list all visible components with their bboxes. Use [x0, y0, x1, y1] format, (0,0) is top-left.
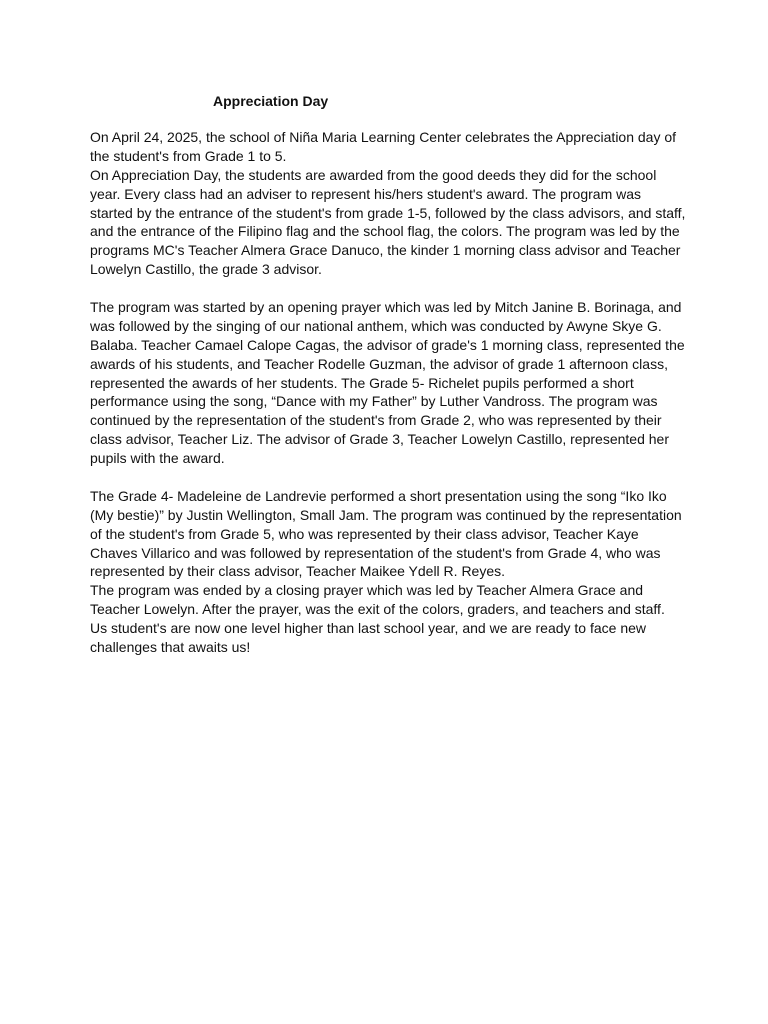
- paragraph-spacer: [90, 468, 690, 487]
- text-line: (My bestie)” by Justin Wellington, Small Jam. The program was continued by the representation: [90, 506, 682, 523]
- text-line: challenges that awaits us!: [90, 639, 251, 656]
- text-line: Chaves Villarico and was followed by representation of the student's from Grade 4, who was: [90, 544, 661, 561]
- text-line: year. Every class had an adviser to represent his/hers student's award. The program was: [90, 185, 642, 202]
- paragraph-spacer: [90, 279, 690, 298]
- text-line: On Appreciation Day, the students are awarded from the good deeds they did for the school: [90, 166, 657, 183]
- text-line: The program was ended by a closing prayer which was led by Teacher Almera Grace and: [90, 582, 644, 599]
- text-line: Teacher Lowelyn. After the prayer, was the exit of the colors, graders, and teachers and staff.: [90, 601, 665, 618]
- text-line: started by the entrance of the student's from grade 1-5, followed by the class advisors, and staff,: [90, 204, 686, 221]
- text-line: of the student's from Grade 5, who was represented by their class advisor, Teacher Kaye: [90, 525, 639, 542]
- paragraph-1: [90, 128, 690, 279]
- text-line: programs MC's Teacher Almera Grace Danuco, the kinder 1 morning class advisor and Teacher: [90, 242, 681, 259]
- text-line: Lowelyn Castillo, the grade 3 advisor.: [90, 261, 322, 278]
- text-line: the student's from Grade 1 to 5.: [90, 147, 287, 164]
- text-line: awards of his students, and Teacher Rodelle Guzman, the advisor of grade 1 afternoon class,: [90, 355, 668, 372]
- text-line: Balaba. Teacher Camael Calope Cagas, the advisor of grade's 1 morning class, represented the: [90, 336, 685, 353]
- text-line: pupils with the award.: [90, 450, 225, 467]
- text-line: represented by their class advisor, Teacher Maikee Ydell R. Reyes.: [90, 563, 506, 580]
- text-line: represented the awards of her students. The Grade 5- Richelet pupils performed a short: [90, 374, 634, 391]
- text-line: The Grade 4- Madeleine de Landrevie performed a short presentation using the song “Iko Iko: [90, 487, 667, 504]
- paragraph-2: [90, 298, 690, 468]
- document-body: [90, 128, 690, 657]
- text-line: performance using the song, “Dance with my Father” by Luther Vandross. The program was: [90, 393, 658, 410]
- text-line: The program was started by an opening prayer which was led by Mitch Janine B. Borinaga, and: [90, 299, 682, 316]
- text-line: and the entrance of the Filipino flag and the school flag, the colors. The program was led by the: [90, 223, 680, 240]
- paragraph-3: [90, 487, 690, 657]
- text-line: On April 24, 2025, the school of Niña Maria Learning Center celebrates the Appreciation day of: [90, 129, 677, 145]
- text-line: continued by the representation of the student's from Grade 2, who was represented by their: [90, 412, 662, 429]
- text-line: was followed by the singing of our national anthem, which was conducted by Awyne Skye G.: [90, 317, 662, 334]
- text-line: Us student's are now one level higher than last school year, and we are ready to face new: [90, 620, 647, 637]
- text-line: class advisor, Teacher Liz. The advisor of Grade 3, Teacher Lowelyn Castillo, represented her: [90, 431, 669, 448]
- document-title: Appreciation Day: [213, 93, 329, 109]
